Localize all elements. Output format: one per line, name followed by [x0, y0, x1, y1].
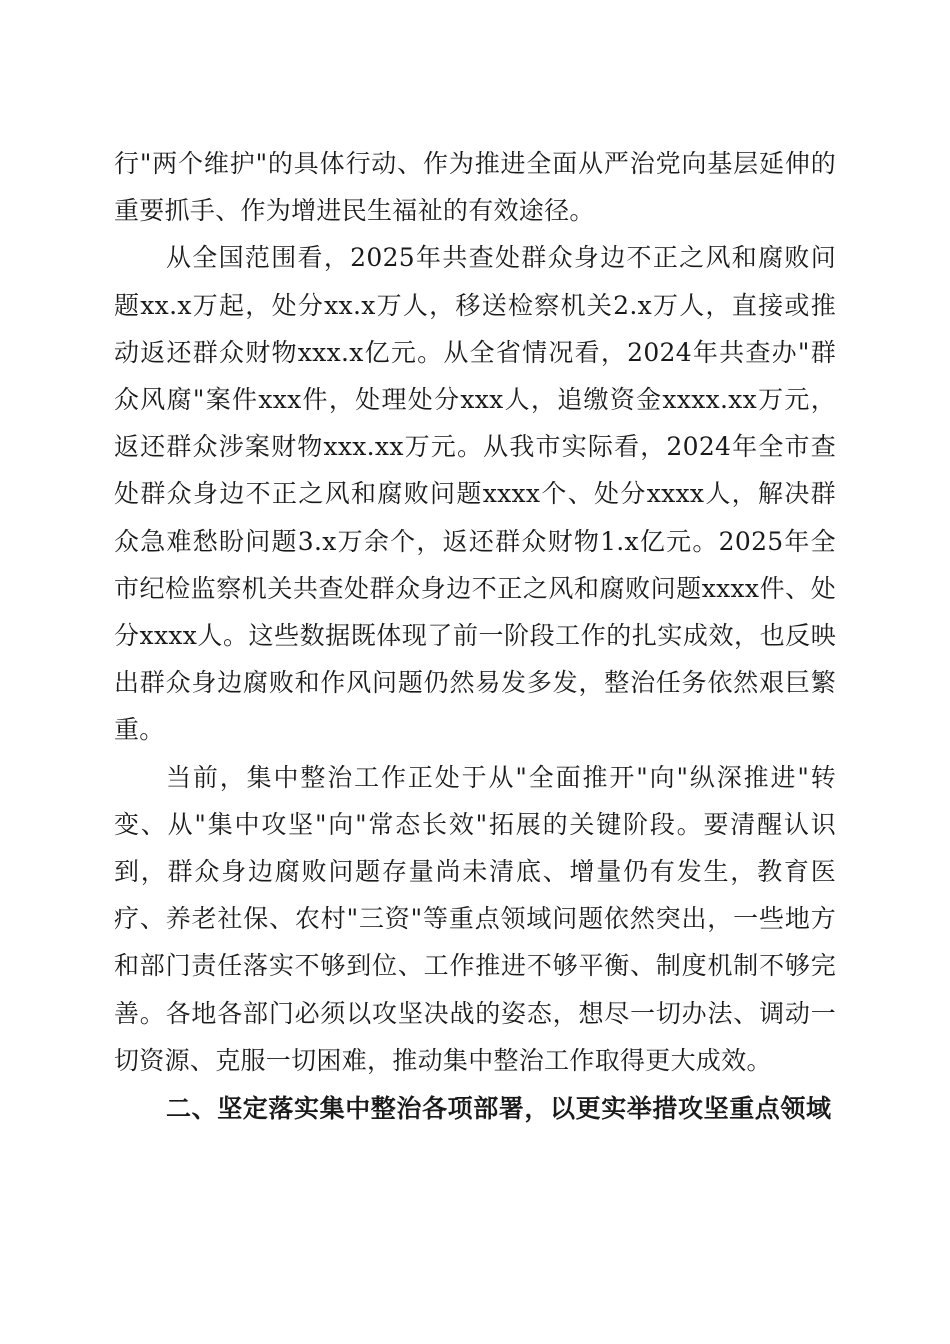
paragraph-continuation: 行"两个维护"的具体行动、作为推进全面从严治党向基层延伸的重要抓手、作为增进民生福祉的有效途径。: [114, 149, 836, 226]
document-page: [114, 140, 836, 1133]
paragraph-statistics: 从全国范围看，2025年共查处群众身边不正之风和腐败问题xx.x万起，处分xx.x万人，移送检察机关2.x万人，直接或推动返还群众财物xxx.x亿元。从全省情况看，2024年共查办"群众风腐"案件xxx件，处理处分xxx人，追缴资金xxxx.xx万元，返还群众涉案财物xxx.xx万元。从我市实际看，2024年全市查处群众身边不正之风和腐败问题xxxx个、处分xxxx人，解决群众急难愁盼问题3.x万余个，返还群众财物1.x亿元。2025年全市纪检监察机关共查处群众身边不正之风和腐败问题xxxx件、处分xxxx人。这些数据既体现了前一阶段工作的扎实成效，也反映出群众身边腐败和作风问题仍然易发多发，整治任务依然艰巨繁重。: [114, 243, 836, 745]
section-heading: 二、坚定落实集中整治各项部署，以更实举措攻坚重点领域: [166, 1094, 832, 1124]
paragraph-current-stage: 当前，集中整治工作正处于从"全面推开"向"纵深推进"转变、从"集中攻坚"向"常态长效"拓展的关键阶段。要清醒认识到，群众身边腐败问题存量尚未清底、增量仍有发生，教育医疗、养老社保、农村"三资"等重点领域问题依然突出，一些地方和部门责任落实不够到位、工作推进不够平衡、制度机制不够完善。各地各部门必须以攻坚决战的姿态，想尽一切办法、调动一切资源、克服一切困难，推动集中整治工作取得更大成效。: [114, 762, 836, 1075]
